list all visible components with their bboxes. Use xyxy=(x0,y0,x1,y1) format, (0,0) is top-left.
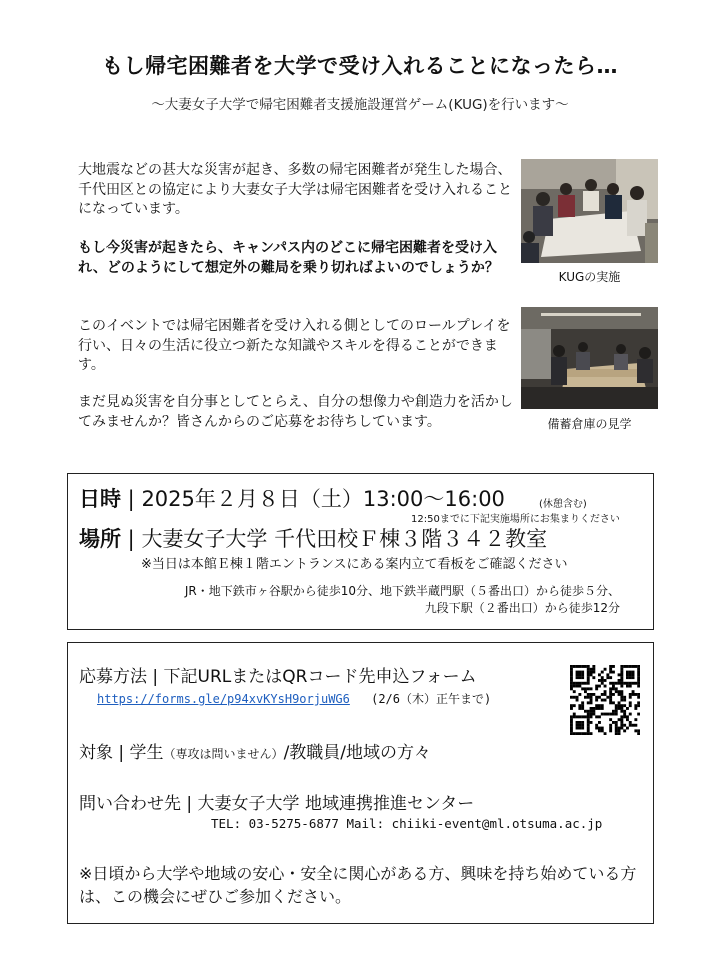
intro-paragraph-3: このイベントでは帰宅困難者を受け入れる側としてのロールプレイを行い、日々の生活に役立つ新たな知識やスキルを得ることができます。 xyxy=(78,318,511,373)
date-label: 日時 xyxy=(79,487,121,511)
apply-url-row xyxy=(97,690,491,707)
intro-paragraph-1: 大地震などの甚大な災害が起き、多数の帰宅困難者が発生した場合、千代田区との協定により大妻女子大学は帰宅困難者を受け入れることになっています。 xyxy=(78,162,512,217)
apply-deadline: (2/6（木）正午まで) xyxy=(371,692,492,706)
apply-method-row xyxy=(79,662,477,687)
separator: | xyxy=(113,743,130,763)
place-note: ※当日は本館Ｅ棟１階エントランスにある案内立て看板をご確認ください xyxy=(141,557,568,572)
qr-code[interactable] xyxy=(570,665,640,735)
separator: | xyxy=(121,487,142,511)
apply-method-value: 下記URLまたはQRコード先申込フォーム xyxy=(163,667,477,687)
date-note: (休憩含む) xyxy=(539,499,587,510)
date-value: 2025年２月８日（土）13:00～16:00 xyxy=(141,487,505,511)
target-label: 対象 xyxy=(79,743,113,763)
access-line-2: 九段下駅（２番出口）から徒歩12分 xyxy=(424,601,620,615)
page-subtitle: ～大妻女子大学で帰宅困難者支援施設運営ゲーム(KUG)を行います～ xyxy=(151,97,569,113)
intro-paragraph-4: まだ見ぬ災害を自分事としてとらえ、自分の想像力や創造力を活かしてみませんか？皆さんからのご応募をお待ちしています。 xyxy=(78,394,513,430)
target-note: （専攻は問いません） xyxy=(163,747,284,761)
application-form-link[interactable]: https://forms.gle/p94xvKYsH9orjuWG6 xyxy=(97,692,350,706)
separator: | xyxy=(181,794,198,814)
access-line-1: JR・地下鉄市ヶ谷駅から徒歩10分、地下鉄半蔵門駅（５番出口）から徒歩５分、 xyxy=(184,584,620,598)
gather-note: 12:50までに下記実施場所にお集まりください xyxy=(411,514,620,525)
intro-paragraph-2: もし今災害が起きたら、キャンパス内のどこに帰宅困難者を受け入れ、どのようにして想定外の難局を乗り切ればよいのでしょうか？ xyxy=(78,240,499,276)
contact-detail: TEL: 03-5275-6877 Mail: chiiki-event@ml.otsuma.ac.jp xyxy=(211,816,603,831)
storage-tour-photo xyxy=(521,307,658,409)
apply-method-label: 応募方法 xyxy=(79,667,147,687)
place-label: 場所 xyxy=(79,527,121,551)
place-row xyxy=(79,523,547,553)
target-rest: /教職員/地域の方々 xyxy=(283,743,432,763)
separator: | xyxy=(121,527,142,551)
target-row xyxy=(79,738,431,763)
kug-session-photo xyxy=(521,159,658,263)
separator: | xyxy=(147,667,164,687)
contact-value: 大妻女子大学 地域連携推進センター xyxy=(197,794,475,814)
page-title: もし帰宅困難者を大学で受け入れることになったら… xyxy=(102,54,618,78)
closing-note: ※日頃から大学や地域の安心・安全に関心がある方、興味を持ち始めている方は、この機会にぜひご参加ください。 xyxy=(79,864,637,906)
date-row xyxy=(79,483,505,513)
kug-session-caption: KUGの実施 xyxy=(558,270,621,284)
target-student: 学生 xyxy=(129,743,164,763)
contact-row xyxy=(79,789,474,814)
storage-tour-caption: 備蓄倉庫の見学 xyxy=(547,417,632,431)
place-value: 大妻女子大学 千代田校Ｆ棟３階３４２教室 xyxy=(141,527,548,551)
contact-label: 問い合わせ先 xyxy=(79,794,181,814)
